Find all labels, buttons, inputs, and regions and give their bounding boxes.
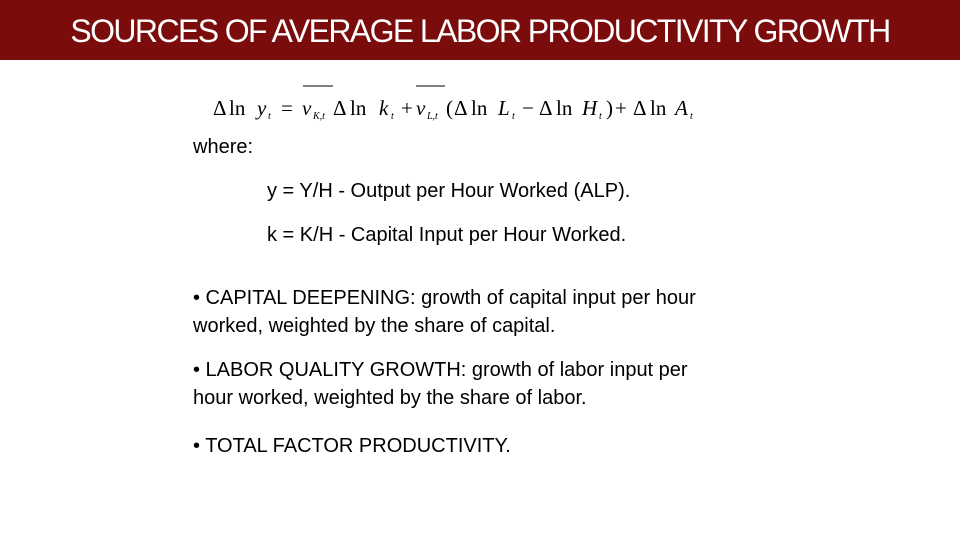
eq-sub: K,t — [313, 111, 325, 122]
eq-ln: ln — [556, 96, 573, 120]
eq-ln: ln — [350, 96, 367, 120]
eq-plus: + — [401, 96, 413, 120]
eq-delta: Δ — [213, 96, 227, 120]
eq-var-v-k: v — [302, 96, 312, 120]
eq-equals: = — [281, 96, 293, 120]
title-bar — [0, 0, 960, 60]
bullet-tfp — [193, 432, 833, 460]
bullet-labor-quality — [193, 356, 833, 412]
eq-var-v-l: v — [416, 96, 426, 120]
bullet-line: • LABOR QUALITY GROWTH: growth of labor input per — [193, 359, 688, 381]
eq-var-H: H — [582, 96, 598, 120]
eq-var-L: L — [498, 96, 510, 120]
eq-paren-close: ) — [606, 96, 613, 120]
bullet-line: hour worked, weighted by the share of labor. — [193, 387, 587, 409]
eq-paren-open: ( — [446, 96, 453, 120]
where-label: where: — [193, 136, 254, 158]
eq-sub: t — [599, 111, 602, 122]
productivity-growth-equation — [213, 78, 713, 126]
eq-plus: + — [615, 96, 627, 120]
eq-sub: t — [690, 111, 693, 122]
bullet-capital-deepening — [193, 284, 833, 340]
eq-delta: Δ — [454, 96, 468, 120]
eq-delta: Δ — [633, 96, 647, 120]
eq-minus: − — [522, 96, 534, 120]
eq-delta: Δ — [333, 96, 347, 120]
definition-y: y = Y/H - Output per Hour Worked (ALP). — [267, 180, 631, 202]
eq-var-k: k — [379, 96, 389, 120]
eq-sub: t — [512, 111, 515, 122]
eq-ln: ln — [650, 96, 667, 120]
bullet-line: worked, weighted by the share of capital. — [193, 315, 556, 337]
eq-sub: L,t — [427, 111, 438, 122]
eq-ln: ln — [471, 96, 488, 120]
eq-var-A: A — [675, 96, 688, 120]
bullet-line: • TOTAL FACTOR PRODUCTIVITY. — [193, 435, 511, 457]
slide-title: SOURCES OF AVERAGE LABOR PRODUCTIVITY GROWTH — [70, 13, 890, 49]
eq-sub: t — [391, 111, 394, 122]
bullet-line: • CAPITAL DEEPENING: growth of capital input per hour — [193, 287, 696, 309]
eq-delta: Δ — [539, 96, 553, 120]
eq-var-y: y — [257, 96, 267, 120]
eq-ln: ln — [229, 96, 246, 120]
eq-sub: t — [268, 111, 271, 122]
definition-k: k = K/H - Capital Input per Hour Worked. — [267, 224, 627, 246]
